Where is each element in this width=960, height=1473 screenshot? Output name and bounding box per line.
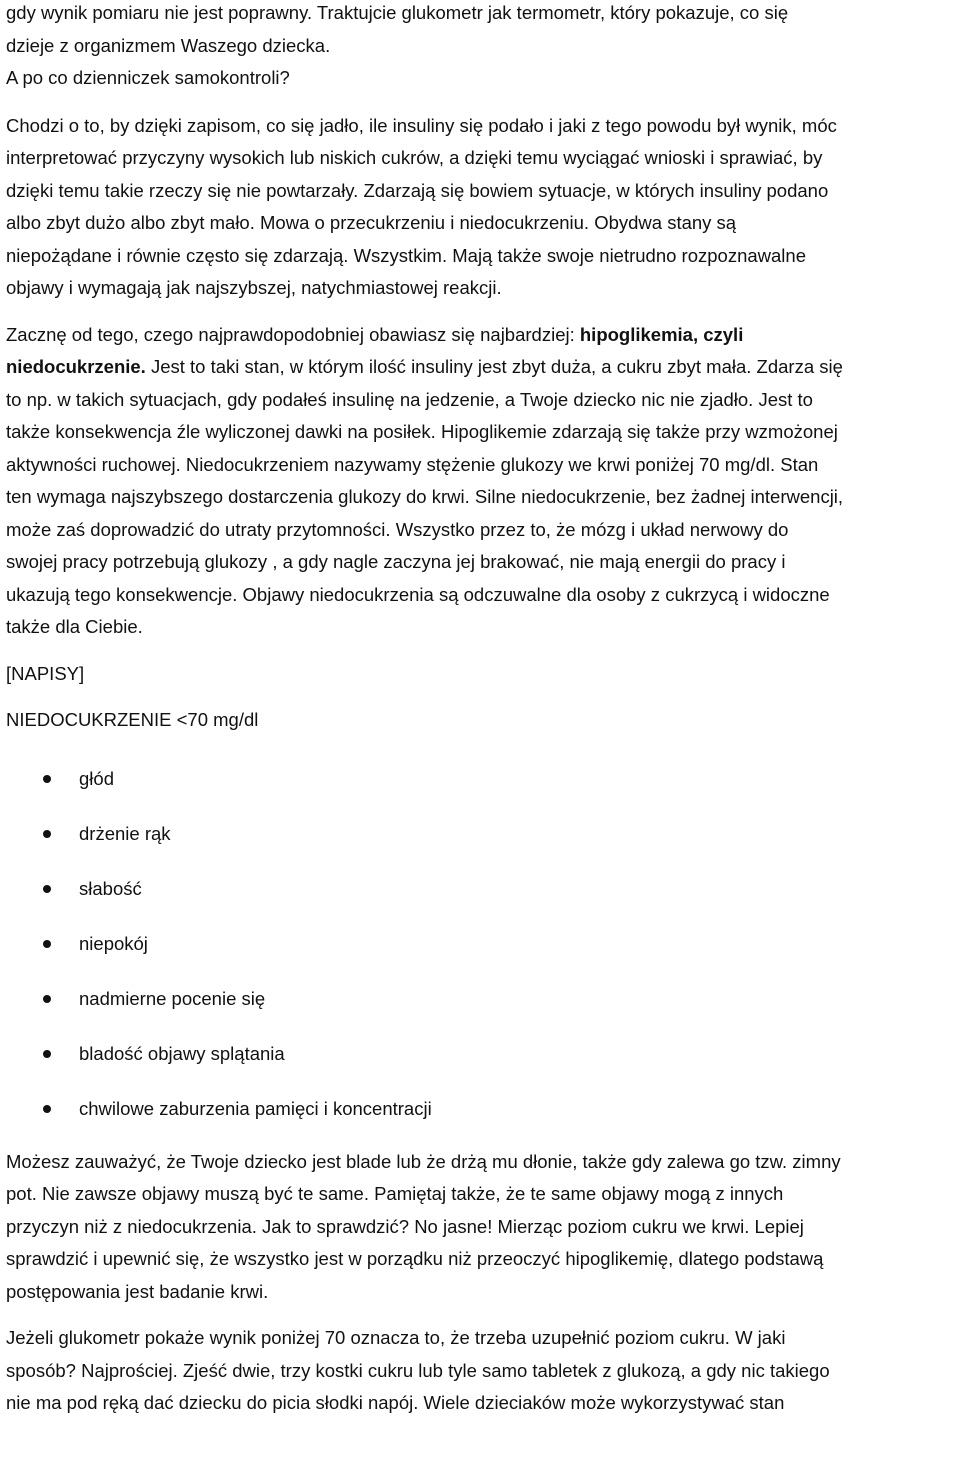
symptom-label: chwilowe zaburzenia pamięci i koncentracji (79, 1097, 432, 1119)
text-line: to np. w takich sytuacjach, gdy podałeś insulinę na jedzenie, a Twoje dziecko nic nie zjadło. Jest to (6, 388, 813, 410)
symptom-label: niepokój (79, 932, 148, 954)
text-line: sposób? Najprościej. Zjeść dwie, trzy kostki cukru lub tyle samo tabletek z glukozą, a gdy nic takiego (6, 1359, 830, 1381)
text-line: dzieje z organizmem Waszego dziecka. (6, 34, 331, 56)
text-line: swojej pracy potrzebują glukozy , a gdy nagle zaczyna jej brakować, nie mają energii do pracy i (6, 551, 786, 572)
list-item (6, 1026, 956, 1081)
document-page (6, 0, 956, 1420)
intro-paragraph (6, 0, 956, 62)
text-line: pot. Nie zawsze objawy muszą być te same. Pamiętaj także, że te same objawy mogą z innych (6, 1183, 784, 1204)
text-line: ten wymaga najszybszego dostarczenia glukozy do krwi. Silne niedocukrzenie, bez żadnej interwencji, (6, 486, 844, 507)
text-line: objawy i wymagają jak najszybszej, natychmiastowej reakcji. (6, 277, 502, 298)
diary-paragraph (6, 110, 956, 305)
symptom-label: drżenie rąk (79, 822, 171, 844)
text-line: albo zbyt dużo albo zbyt mało. Mowa o przecukrzeniu i niedocukrzeniu. Obydwa stany są (6, 212, 737, 233)
bullet-icon (43, 830, 51, 838)
captions-marker: [NAPISY] (6, 662, 85, 684)
text-line (6, 319, 956, 352)
bullet-icon (43, 1050, 51, 1058)
list-item (6, 916, 956, 971)
text-line: Jeżeli glukometr pokaże wynik poniżej 70 oznacza to, że trzeba uzupełnić poziom cukru. W jaki (6, 1327, 786, 1348)
text-line: gdy wynik pomiaru nie jest poprawny. Traktujcie glukometr jak termometr, który pokazuje, co się (6, 2, 789, 23)
text-line: przyczyn niż z niedocukrzenia. Jak to sprawdzić? No jasne! Mierząc poziom cukru we krwi. Lepiej (6, 1215, 804, 1237)
bullet-icon (43, 940, 51, 948)
list-item (6, 971, 956, 1026)
text-span: Jest to taki stan, w którym ilość insuliny jest zbyt duża, a cukru zbyt mała. Zdarza się (145, 356, 843, 377)
symptom-label: słabość (79, 877, 142, 899)
symptoms-list (6, 751, 956, 1136)
text-line: nie ma pod ręką dać dziecku do picia słodki napój. Wiele dzieciaków może wykorzystywać stan (6, 1392, 785, 1413)
list-item (6, 806, 956, 861)
text-line: także konsekwencja źle wyliczonej dawki na posiłek. Hipoglikemie zdarzają się także przy wzmożonej (6, 421, 838, 442)
hypoglycemia-paragraph (6, 319, 956, 644)
symptom-label: nadmierne pocenie się (79, 987, 266, 1009)
text-line (6, 351, 956, 384)
text-line: może zaś doprowadzić do utraty przytomności. Wszystko przez to, że mózg i układ nerwowy do (6, 518, 789, 540)
symptoms-paragraph (6, 1146, 956, 1309)
bullet-icon (43, 775, 51, 783)
bold-term: hipoglikemia, czyli (579, 323, 744, 345)
text-line: sprawdzić i upewnić się, że wszystko jest w porządku niż przeoczyć hipoglikemię, dlatego podstawą (6, 1248, 824, 1269)
text-line: niepożądane i równie często się zdarzają. Wszystkim. Mają także swoje nietrudno rozpoznawalne (6, 244, 806, 266)
text-line: także dla Ciebie. (6, 616, 143, 637)
hypoglycemia-heading: NIEDOCUKRZENIE <70 mg/dl (6, 709, 259, 730)
bold-term: niedocukrzenie. (6, 356, 146, 377)
question-line: A po co dzienniczek samokontroli? (6, 67, 290, 88)
bullet-icon (43, 1105, 51, 1113)
text-line: Chodzi o to, by dzięki zapisom, co się jadło, ile insuliny się podało i jaki z tego powodu był wynik, móc (6, 114, 837, 136)
text-line: Możesz zauważyć, że Twoje dziecko jest blade lub że drżą mu dłonie, także gdy zalewa go tzw. zimny (6, 1150, 841, 1172)
list-item (6, 751, 956, 806)
text-span: Zacznę od tego, czego najprawdopodobniej obawiasz się najbardziej: (6, 323, 580, 345)
treatment-paragraph (6, 1322, 956, 1420)
symptom-label: głód (79, 767, 114, 789)
list-item (6, 861, 956, 916)
bullet-icon (43, 995, 51, 1003)
bullet-icon (43, 885, 51, 893)
text-line: ukazują tego konsekwencje. Objawy niedocukrzenia są odczuwalne dla osoby z cukrzycą i widoczne (6, 583, 830, 605)
text-line: aktywności ruchowej. Niedocukrzeniem nazywamy stężenie glukozy we krwi poniżej 70 mg/dl. Stan (6, 453, 819, 475)
text-line: interpretować przyczyny wysokich lub niskich cukrów, a dzięki temu wyciągać wnioski i sprawiać, by (6, 147, 823, 168)
text-line: postępowania jest badanie krwi. (6, 1280, 269, 1302)
list-item (6, 1081, 956, 1136)
text-line: dzięki temu takie rzeczy się nie powtarzały. Zdarzają się bowiem sytuacje, w których insuliny podano (6, 179, 829, 201)
symptom-label: bladość objawy splątania (79, 1042, 285, 1064)
